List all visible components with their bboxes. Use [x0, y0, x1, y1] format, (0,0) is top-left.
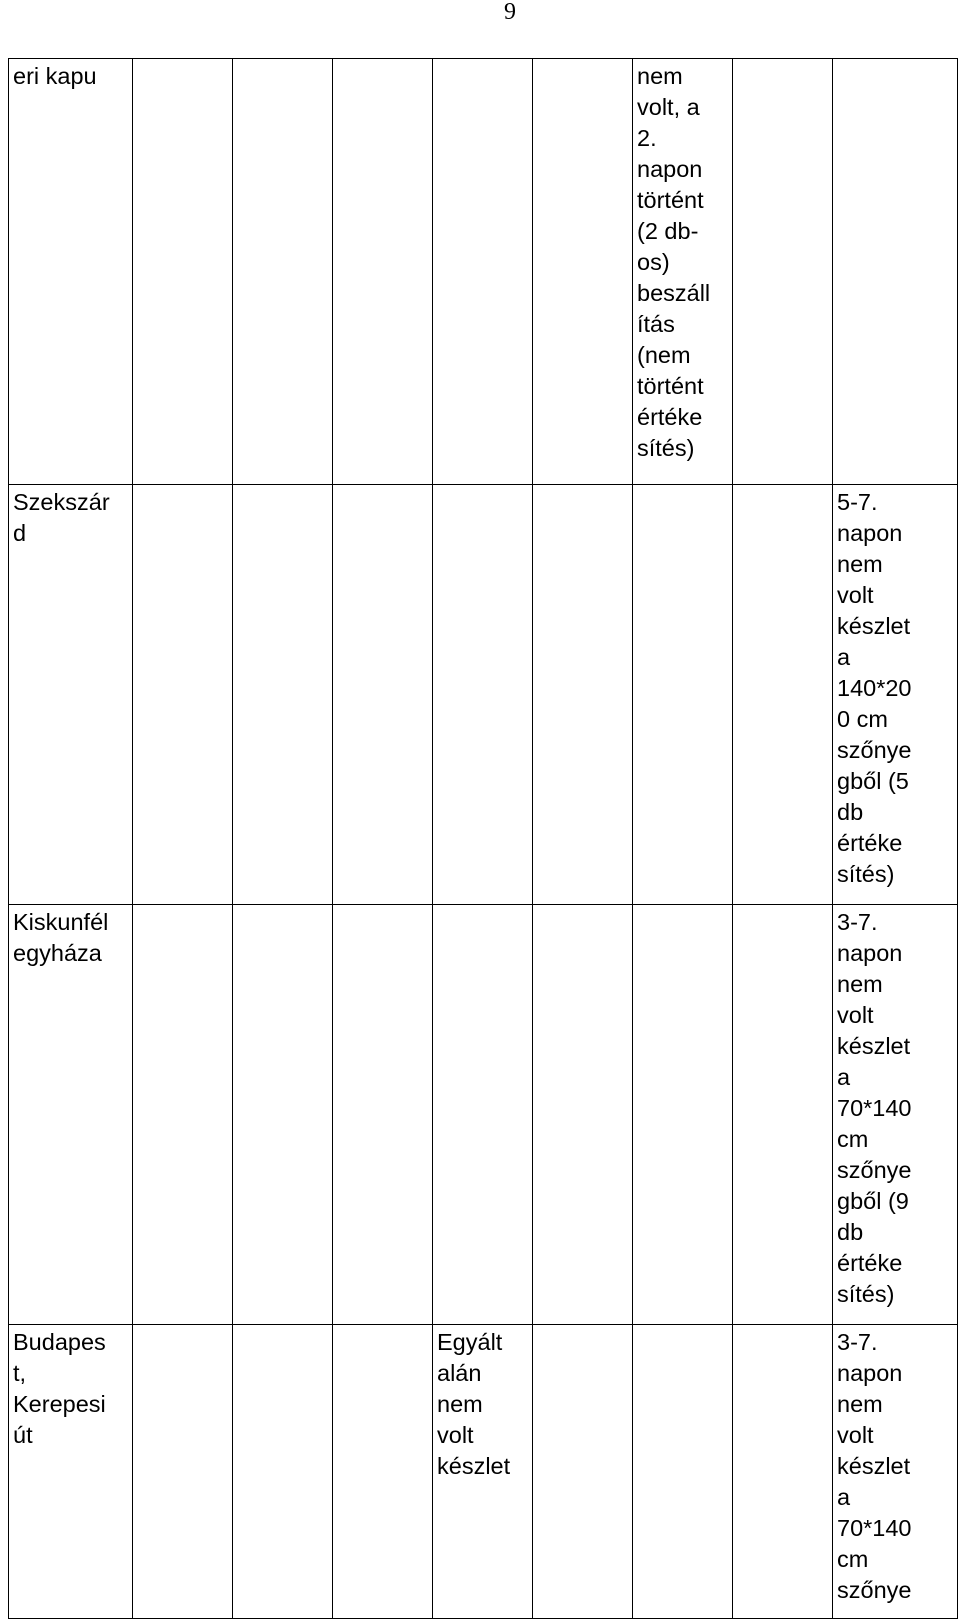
- table-cell: Egyált alán nem volt készlet: [433, 1325, 533, 1619]
- table-cell: [533, 485, 633, 905]
- table-cell: [133, 905, 233, 1325]
- table-cell: [233, 59, 333, 485]
- table-row: [9, 1325, 958, 1619]
- table-cell: eri kapu: [9, 59, 133, 485]
- table-cell: [633, 1325, 733, 1619]
- table-cell: [133, 485, 233, 905]
- table-cell: [233, 485, 333, 905]
- table-cell: [533, 59, 633, 485]
- table-cell: [733, 59, 833, 485]
- table-cell: [533, 905, 633, 1325]
- table-cell: 5-7. napon nem volt készlet a 140*20 0 cm szőnye gből (5 db értéke sítés): [833, 485, 958, 905]
- table-cell: Budapes t, Kerepesi út: [9, 1325, 133, 1619]
- table-cell: 3-7. napon nem volt készlet a 70*140 cm szőnye: [833, 1325, 958, 1619]
- table-cell: [733, 485, 833, 905]
- table-cell: Szekszár d: [9, 485, 133, 905]
- table-row: [9, 905, 958, 1325]
- table-cell: [233, 905, 333, 1325]
- table-cell: [733, 905, 833, 1325]
- table-cell: [433, 905, 533, 1325]
- table-cell: [433, 485, 533, 905]
- data-table: [8, 58, 958, 1619]
- table-row: [9, 485, 958, 905]
- table-cell: Kiskunfél egyháza: [9, 905, 133, 1325]
- table-cell: [333, 485, 433, 905]
- table-cell: [833, 59, 958, 485]
- table-cell: [433, 59, 533, 485]
- table-cell: 3-7. napon nem volt készlet a 70*140 cm szőnye gből (9 db értéke sítés): [833, 905, 958, 1325]
- table-row: [9, 59, 958, 485]
- table-cell: [633, 905, 733, 1325]
- table-cell: [333, 59, 433, 485]
- table-cell: [333, 1325, 433, 1619]
- table-cell: [233, 1325, 333, 1619]
- page-number: 9: [504, 0, 516, 25]
- table-cell: [333, 905, 433, 1325]
- table-cell: nem volt, a 2. napon történt (2 db- os) beszáll ítás (nem történt értéke sítés): [633, 59, 733, 485]
- table-cell: [133, 59, 233, 485]
- table-cell: [533, 1325, 633, 1619]
- table-cell: [633, 485, 733, 905]
- table-cell: [733, 1325, 833, 1619]
- table-cell: [133, 1325, 233, 1619]
